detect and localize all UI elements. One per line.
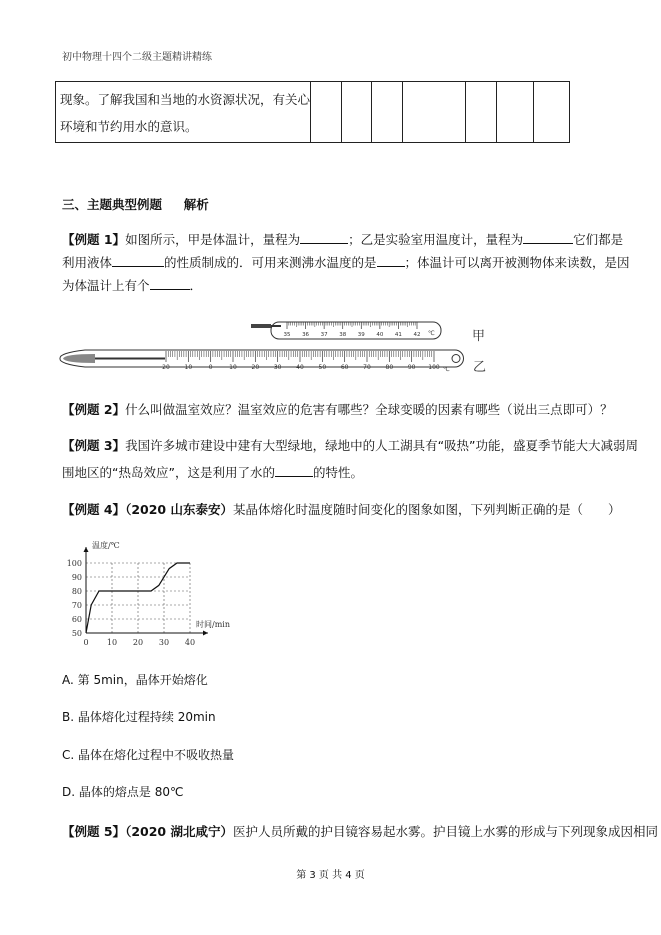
answer-blank[interactable] <box>150 277 190 290</box>
clinical-thermometer <box>251 322 441 339</box>
example-1 <box>62 228 630 297</box>
yi-tick-label: 40 <box>296 364 304 371</box>
curriculum-table-row <box>55 81 570 143</box>
y-tick-label: 50 <box>71 629 82 638</box>
y-tick-label: 60 <box>71 615 82 624</box>
ex1-text-3b: ． <box>189 278 203 293</box>
option-label: A. <box>62 673 74 687</box>
ex1-text-2a: 利用液体 <box>62 255 113 270</box>
example-5 <box>62 820 658 843</box>
x-tick-label: 0 <box>83 638 89 647</box>
jia-tick-label: 42 <box>413 332 421 338</box>
ex1-text-3a: 为体温计上有个 <box>62 278 150 293</box>
example-2 <box>62 398 613 421</box>
yi-tick-label: 80 <box>385 364 394 371</box>
example-3 <box>62 434 639 484</box>
temperature-curve <box>86 563 190 633</box>
x-tick-label: 20 <box>132 638 144 647</box>
option-b[interactable] <box>62 708 216 725</box>
table-divider <box>465 82 466 142</box>
ex1-text-1c: 它们都是 <box>573 232 624 247</box>
table-divider <box>341 82 342 142</box>
x-tick-label: 10 <box>106 638 118 647</box>
yi-label: 乙 <box>473 360 487 375</box>
option-text: 第 5min，晶体开始熔化 <box>77 673 208 687</box>
y-tick-label: 70 <box>71 601 82 610</box>
example-3-tag: 【例题 3】 <box>62 438 126 453</box>
x-tick-label: 40 <box>184 638 196 647</box>
option-text: 晶体熔化过程持续 20min <box>77 710 216 724</box>
ex1-text-1a: 如图所示，甲是体温计，量程为 <box>125 232 301 247</box>
option-c[interactable] <box>62 746 234 763</box>
answer-blank[interactable] <box>377 254 405 267</box>
ex3-text-2b: 的特性。 <box>312 465 363 480</box>
table-divider <box>402 82 403 142</box>
answer-blank[interactable] <box>300 231 348 244</box>
yi-tick-label: 60 <box>340 364 349 371</box>
yi-tick-label: 70 <box>363 364 371 371</box>
example-2-tag: 【例题 2】 <box>62 402 126 417</box>
section-title: 主题典型例题 <box>87 197 163 212</box>
yi-tick-label: 90 <box>407 364 416 371</box>
y-tick-label: 90 <box>71 573 82 582</box>
lab-thermometer <box>60 350 464 373</box>
x-tick-label: 30 <box>158 638 170 647</box>
x-axis-arrow <box>203 631 208 636</box>
ex4-text: 某晶体熔化时温度随时间变化的图象如图，下列判断正确的是（ ） <box>232 502 621 517</box>
ex1-text-2c: ；体温计可以离开被测物体来读数，是因 <box>404 255 630 270</box>
yi-unit: ℃ <box>443 366 450 373</box>
page-header: 初中物理十四个二级主题精讲精练 <box>62 52 212 63</box>
yi-tick-label: 100 <box>428 364 440 371</box>
option-a[interactable] <box>62 671 208 688</box>
section-number: 三、 <box>62 197 88 212</box>
y-axis-label: 温度/℃ <box>92 541 120 550</box>
table-text-line1: 现象。了解我国和当地的水资源状况，有关心 <box>60 92 311 107</box>
thermometers-figure <box>55 318 495 378</box>
example-4-source: （2020 山东泰安） <box>125 502 233 517</box>
table-divider <box>371 82 372 142</box>
jia-tick-label: 37 <box>320 332 328 338</box>
option-text: 晶体的熔点是 80℃ <box>78 785 184 799</box>
option-label: B. <box>62 710 75 724</box>
option-text: 晶体在熔化过程中不吸收热量 <box>78 748 235 762</box>
answer-blank[interactable] <box>112 254 164 267</box>
ex3-text-1: 我国许多城市建设中建有大型绿地，绿地中的人工湖具有“吸热”功能，盛夏季节能大大减弱周 <box>125 438 639 453</box>
option-label: D. <box>62 785 76 799</box>
ex3-text-2a: 围地区的“热岛效应”，这是利用了水的 <box>62 465 275 480</box>
example-4 <box>62 498 621 521</box>
jia-label: 甲 <box>472 329 486 344</box>
example-4-tag: 【例题 4】 <box>62 502 126 517</box>
answer-blank[interactable] <box>275 464 313 477</box>
jia-tick-label: 40 <box>376 332 384 338</box>
jia-tick-label: 39 <box>357 332 365 338</box>
ex1-text-1b: ；乙是实验室用温度计，量程为 <box>348 232 524 247</box>
x-axis-label: 时间/min <box>196 620 230 629</box>
jia-tick-label: 35 <box>283 332 291 338</box>
section-heading <box>62 195 209 213</box>
yi-tick-label: 20 <box>251 364 260 371</box>
option-d[interactable] <box>62 783 183 800</box>
table-cell-text <box>60 86 310 140</box>
table-divider <box>310 82 311 142</box>
ex2-text: 什么叫做温室效应？温室效应的危害有哪些？全球变暖的因素有哪些（说出三点即可）？ <box>125 402 613 417</box>
y-axis-arrow <box>84 547 89 552</box>
yi-tick-label: 0 <box>208 364 213 371</box>
jia-tick-label: 38 <box>339 332 347 338</box>
thermometer-bulb <box>251 324 271 328</box>
yi-tick-label: 50 <box>318 364 327 371</box>
jia-tick-label: 36 <box>302 332 310 338</box>
yi-tick-label: 30 <box>273 364 282 371</box>
example-1-tag: 【例题 1】 <box>62 232 126 247</box>
jia-unit: ℃ <box>428 330 435 337</box>
table-divider <box>533 82 534 142</box>
example-5-source: （2020 湖北咸宁） <box>125 824 233 839</box>
y-tick-label: 80 <box>71 587 82 596</box>
table-text-line2: 环境和节约用水的意识。 <box>60 119 198 134</box>
jia-tick-label: 41 <box>394 332 402 338</box>
section-suffix: 解析 <box>183 197 209 212</box>
melting-curve-chart <box>58 535 248 655</box>
yi-tick-label: 10 <box>184 364 193 371</box>
y-tick-label: 100 <box>66 559 82 568</box>
answer-blank[interactable] <box>523 231 573 244</box>
ex5-text: 医护人员所戴的护目镜容易起水雾。护目镜上水雾的形成与下列现象成因相同 <box>232 824 658 839</box>
table-divider <box>496 82 497 142</box>
yi-tick-label: 10 <box>229 364 237 371</box>
page-footer: 第 3 页 共 4 页 <box>296 870 365 881</box>
ex1-text-2b: 的性质制成的．可用来测沸水温度的是 <box>164 255 377 270</box>
example-5-tag: 【例题 5】 <box>62 824 126 839</box>
option-label: C. <box>62 748 75 762</box>
yi-tick-label: 20 <box>162 364 170 371</box>
